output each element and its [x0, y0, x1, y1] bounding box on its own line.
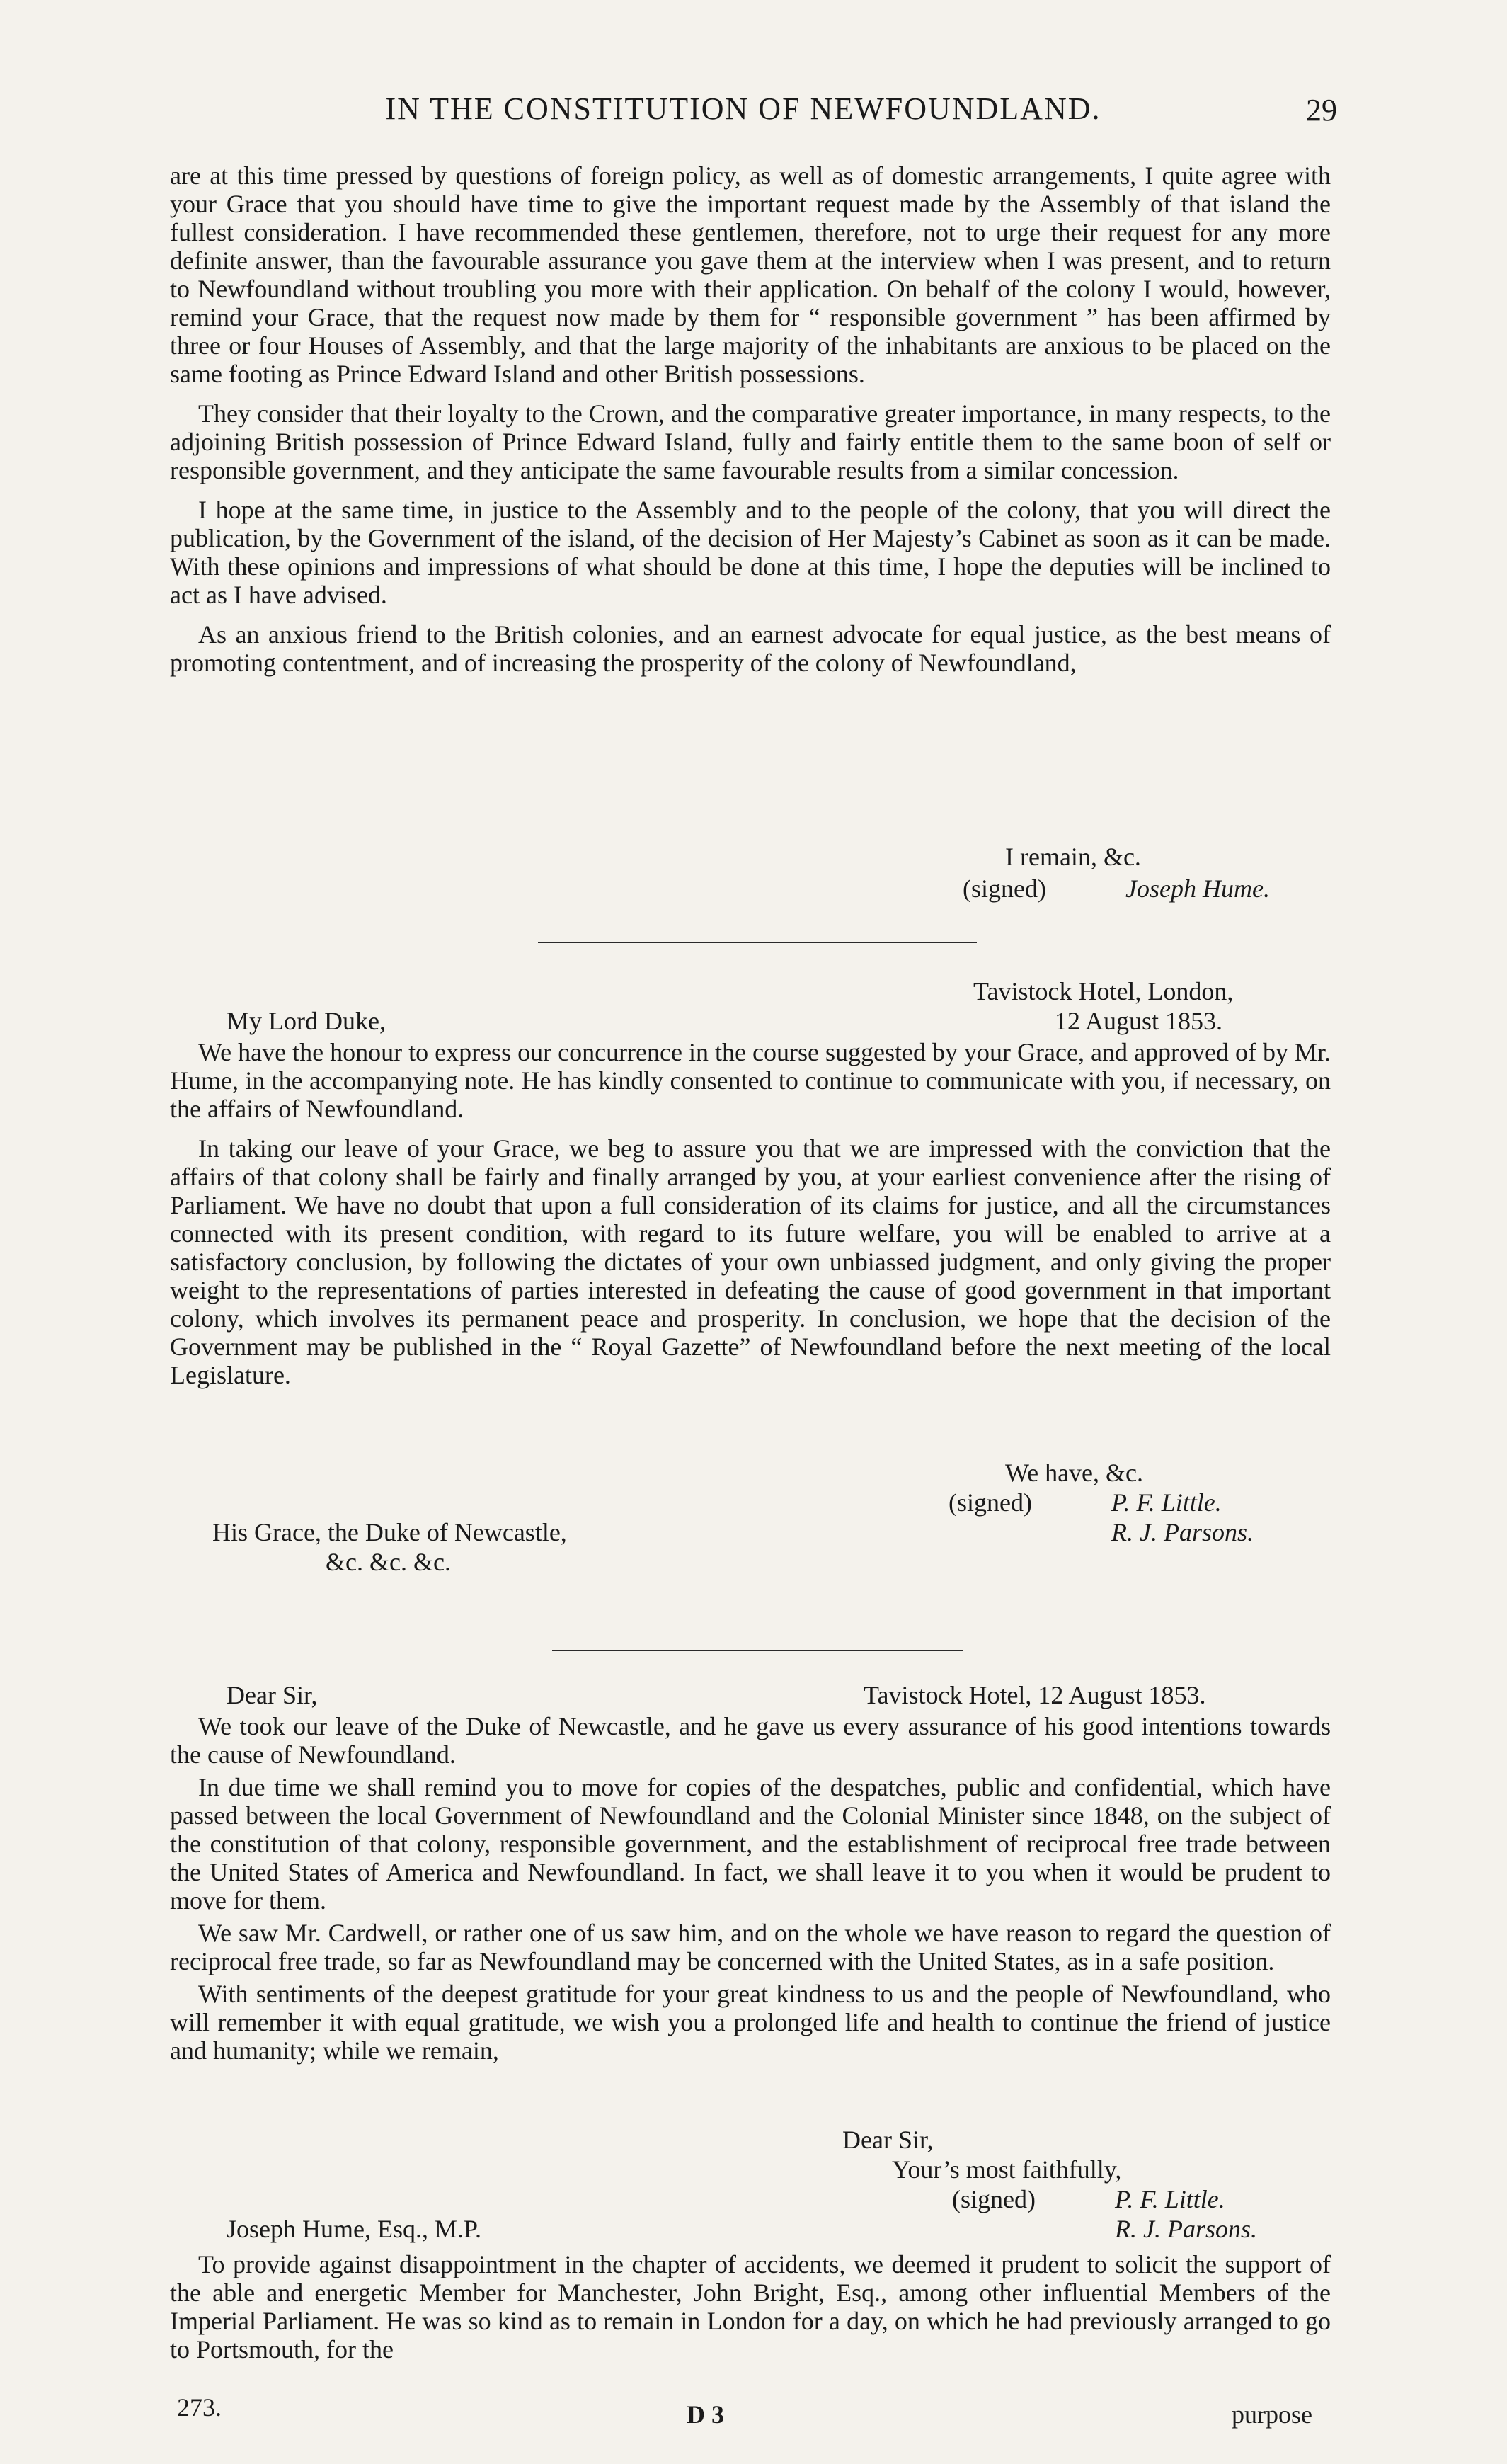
closing: Dear Sir,: [842, 2126, 934, 2154]
paragraph: We took our leave of the Duke of Newcastle, and he gave us every assurance of his good intentions towards the cause of Newfoundland.: [170, 1712, 1331, 1769]
salutation: Dear Sir,: [227, 1681, 318, 1709]
paragraph: We saw Mr. Cardwell, or rather one of us saw him, and on the whole we have reason to regard the question of reciprocal free trade, so far as Newfoundland may be concerned with the United States, as in a safe position.: [170, 1919, 1331, 1975]
closing: I remain, &c.: [1005, 843, 1141, 871]
paragraph: They consider that their loyalty to the Crown, and the comparative greater importance, in many respects, to the adjoining British possession of Prince Edward Island, fully and fairly entitle them to the same boon of self or responsible government, and they anticipate the same favourable results from a similar concession.: [170, 399, 1331, 484]
signed-label: (signed): [963, 874, 1046, 903]
duke-letter-body: [170, 1038, 1331, 1389]
paragraph: In taking our leave of your Grace, we beg to assure you that we are impressed with the conviction that the affairs of that colony shall be fairly and finally arranged by you, at your earliest convenience after the rising of Parliament. We have no doubt that upon a full consideration of its claims for justice, and all the circumstances connected with its present condition, with regard to its future welfare, you will be enabled to arrive at a satisfactory conclusion, by following the dictates of your own unbiassed judgment, and only giving the proper weight to the representations of parties interested in defeating the cause of good government in that important colony, which involves its permanent peace and prosperity. In conclusion, we hope that the decision of the Government may be published in the “ Royal Gazette” of Newfoundland before the next meeting of the local Legislature.: [170, 1134, 1331, 1389]
final-paragraph: [170, 2250, 1331, 2363]
letter-date: 12 August 1853.: [1055, 1007, 1223, 1035]
addressee-etc: &c. &c. &c.: [326, 1548, 451, 1576]
section-divider: [538, 942, 977, 943]
signer-1: P. F. Little.: [1115, 2185, 1225, 2213]
signer: Joseph Hume.: [1125, 874, 1270, 903]
letter-place-date: Tavistock Hotel, 12 August 1853.: [864, 1681, 1206, 1709]
catchword: purpose: [1232, 2400, 1312, 2429]
running-header: IN THE CONSTITUTION OF NEWFOUNDLAND.: [385, 91, 1101, 126]
hume-letter-body: [170, 161, 1331, 677]
signed-label: (signed): [952, 2185, 1036, 2213]
addressee: Joseph Hume, Esq., M.P.: [227, 2215, 482, 2243]
signer-2: R. J. Parsons.: [1111, 1518, 1254, 1546]
paragraph: are at this time pressed by questions of foreign policy, as well as of domestic arrangements, I quite agree with your Grace that you should have time to give the important request made by the Assembly of that island the fullest consideration. I have recommended these gentlemen, therefore, not to urge their request for any more definite answer, than the favourable assurance you gave them at the interview when I was present, and to return to Newfoundland without troubling you more with their application. On behalf of the colony I would, however, remind your Grace, that the request now made by them for “ responsible government ” has been affirmed by three or four Houses of Assembly, and that the large majority of the inhabitants are anxious to be placed on the same footing as Prince Edward Island and other British possessions.: [170, 161, 1331, 388]
signature-mark: D 3: [687, 2400, 724, 2429]
closing-2: Your’s most faithfully,: [892, 2155, 1122, 2184]
paragraph: In due time we shall remind you to move for copies of the despatches, public and confidential, which have passed between the local Government of Newfoundland and the Colonial Minister since 1848, on the subject of the constitution of that colony, responsible government, and the establishment of reciprocal free trade between the United States of America and Newfoundland. In fact, we shall leave it to you when it would be prudent to move for them.: [170, 1773, 1331, 1915]
signer-2: R. J. Parsons.: [1115, 2215, 1257, 2243]
letter-place: Tavistock Hotel, London,: [973, 977, 1234, 1005]
paragraph: I hope at the same time, in justice to the Assembly and to the people of the colony, that you will direct the publication, by the Government of the island, of the decision of Her Majesty’s Cabinet as soon as it can be made. With these opinions and impressions of what should be done at this time, I hope the deputies will be inclined to act as I have advised.: [170, 496, 1331, 609]
left-mark: 273.: [177, 2393, 222, 2422]
section-divider: [552, 1650, 963, 1651]
signed-label: (signed): [949, 1488, 1032, 1517]
addressee: His Grace, the Duke of Newcastle,: [212, 1518, 567, 1546]
page-number: 29: [1306, 93, 1337, 127]
hume-letter-2-body: [170, 1712, 1331, 2065]
paragraph: We have the honour to express our concurrence in the course suggested by your Grace, and approved of by Mr. Hume, in the accompanying note. He has kindly consented to continue to communicate with you, if necessary, on the affairs of Newfoundland.: [170, 1038, 1331, 1123]
paragraph: As an anxious friend to the British colonies, and an earnest advocate for equal justice, as the best means of promoting contentment, and of increasing the prosperity of the colony of Newfoundland,: [170, 620, 1331, 677]
paragraph: To provide against disappointment in the chapter of accidents, we deemed it prudent to solicit the support of the able and energetic Member for Manchester, John Bright, Esq., among other influential Members of the Imperial Parliament. He was so kind as to remain in London for a day, on which he had previously arranged to go to Portsmouth, for the: [170, 2250, 1331, 2363]
signer-1: P. F. Little.: [1111, 1488, 1222, 1517]
salutation: My Lord Duke,: [227, 1007, 386, 1035]
closing: We have, &c.: [1005, 1459, 1144, 1487]
paragraph: With sentiments of the deepest gratitude for your great kindness to us and the people of Newfoundland, who will remember it with equal gratitude, we wish you a prolonged life and health to continue the friend of justice and humanity; while we remain,: [170, 1980, 1331, 2065]
